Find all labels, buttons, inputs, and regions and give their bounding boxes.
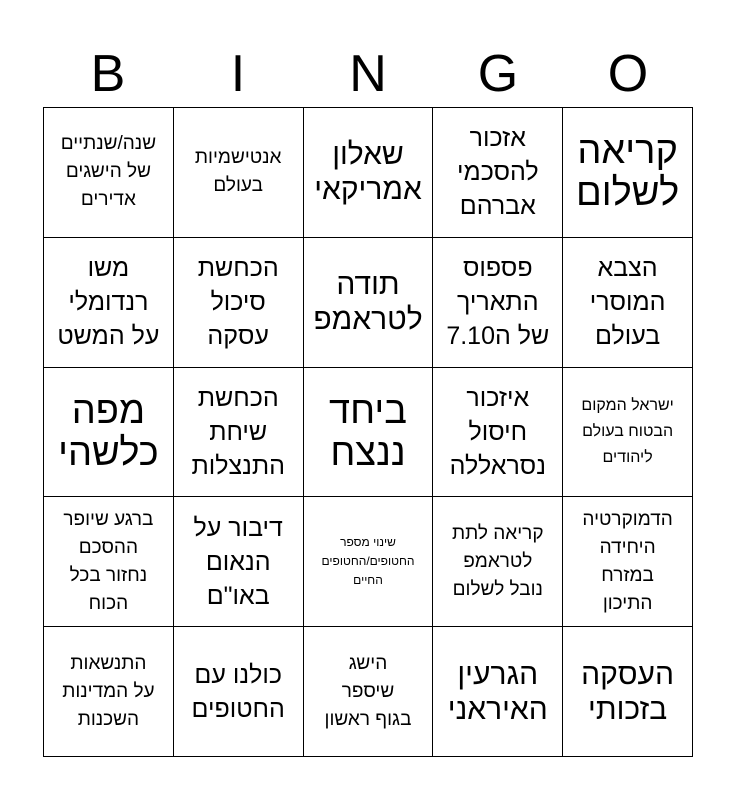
bingo-cell-text: ביחד ננצח xyxy=(329,389,407,474)
header-letter-i: I xyxy=(230,45,246,103)
bingo-cell[interactable] xyxy=(563,627,693,757)
bingo-cell-text: העסקה בזכותי xyxy=(581,657,675,726)
bingo-cell[interactable] xyxy=(174,627,304,757)
bingo-cell[interactable] xyxy=(174,497,304,627)
bingo-cell-text: הכחשת שיחת התנצלות xyxy=(191,383,285,480)
bingo-cell[interactable] xyxy=(304,368,434,498)
header-letter-g: G xyxy=(477,45,519,103)
bingo-cell[interactable] xyxy=(433,368,563,498)
bingo-cell-text: כולנו עם החטופים xyxy=(191,660,285,723)
bingo-cell[interactable] xyxy=(44,108,174,238)
bingo-cell[interactable] xyxy=(563,108,693,238)
bingo-cell[interactable] xyxy=(563,238,693,368)
bingo-cell[interactable] xyxy=(304,238,434,368)
bingo-cell[interactable] xyxy=(174,108,304,238)
bingo-cell-text: הגרעין האיראני xyxy=(447,657,548,726)
bingo-cell-text: מפה כלשהי xyxy=(58,389,159,474)
bingo-cell[interactable] xyxy=(563,368,693,498)
bingo-cell[interactable] xyxy=(174,368,304,498)
bingo-cell-text: הדמוקרטיה היחידה במזרח התיכון xyxy=(582,508,673,614)
bingo-cell-text: שינוי מספר החטופים/החטופים החיים xyxy=(321,535,415,588)
bingo-board xyxy=(43,107,693,757)
bingo-cell[interactable] xyxy=(433,627,563,757)
bingo-cell[interactable] xyxy=(44,238,174,368)
bingo-cell[interactable] xyxy=(433,497,563,627)
bingo-cell-text: שאלון אמריקאי xyxy=(314,138,422,207)
bingo-cell-text: ברגע שיופר ההסכם נחזור בכל הכוח xyxy=(63,508,154,614)
bingo-cell[interactable] xyxy=(304,627,434,757)
bingo-cell[interactable] xyxy=(44,368,174,498)
bingo-header xyxy=(43,40,693,108)
bingo-cell[interactable] xyxy=(563,497,693,627)
bingo-cell[interactable] xyxy=(433,108,563,238)
bingo-cell-text: תודה לטראמפ xyxy=(313,268,423,337)
bingo-cell-text: אנטישמיות בעולם xyxy=(194,147,282,197)
header-letter-n: N xyxy=(349,45,387,103)
bingo-cell-text: אזכור להסכמי אברהם xyxy=(457,124,539,221)
bingo-cell-text: שנה/שנתיים של הישגים אדירים xyxy=(60,133,157,211)
bingo-cell-text: הישג שיספר בגוף ראשון xyxy=(324,652,412,730)
header-letter-b: B xyxy=(90,45,126,103)
bingo-cell[interactable] xyxy=(174,238,304,368)
bingo-cell-text: קריאה לתת לטראמפ נובל לשלום xyxy=(452,522,544,600)
bingo-cell[interactable] xyxy=(304,108,434,238)
bingo-cell-text: משו רנדומלי על המשט xyxy=(57,254,160,351)
header-letter-o: O xyxy=(607,45,649,103)
bingo-cell-text: הכחשת סיכול עסקה xyxy=(197,254,279,351)
bingo-cell[interactable] xyxy=(44,497,174,627)
bingo-cell-text: קריאה לשלום xyxy=(575,130,680,215)
bingo-cell[interactable] xyxy=(44,627,174,757)
bingo-cell-text: איזכור חיסול נסראללה xyxy=(449,383,546,480)
bingo-cell-text: דיבור על הנאום באו"ם xyxy=(193,513,283,610)
bingo-cell[interactable] xyxy=(304,497,434,627)
bingo-cell-text: התנשאות על המדינות השכנות xyxy=(62,652,155,730)
bingo-cell-text: ישראל המקום הבטוח בעולם ליהודים xyxy=(581,396,674,466)
bingo-cell-text: פספוס התאריך של ה7.10 xyxy=(446,254,550,351)
bingo-cell-text: הצבא המוסרי בעולם xyxy=(589,254,666,351)
bingo-cell[interactable] xyxy=(433,238,563,368)
